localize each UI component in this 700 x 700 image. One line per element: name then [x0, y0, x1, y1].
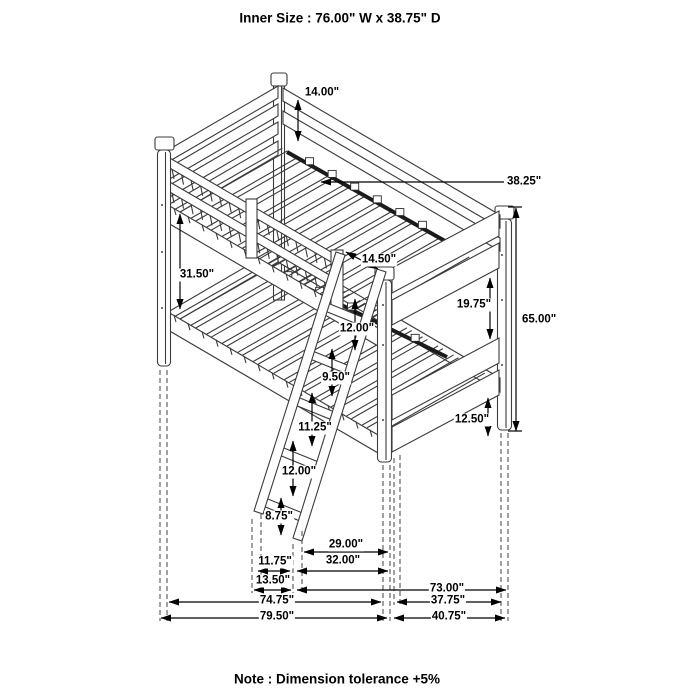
- guardrail-left-stile: [246, 199, 257, 258]
- dim-label-slat-width: 38.25": [507, 175, 542, 188]
- dim-label-length-mid: 74.75": [259, 594, 295, 607]
- dim-label-ladder-hook-gap: 14.50": [361, 253, 397, 266]
- dim-label-left-opening: 31.50": [179, 268, 215, 281]
- dim-label-rung-gap-3: 11.25": [298, 421, 332, 434]
- dim-label-rung-gap-4: 12.00": [281, 465, 317, 478]
- dim-label-rung-to-floor: 8.75": [265, 510, 293, 523]
- dim-label-depth-outer: 40.75": [431, 610, 467, 623]
- dim-label-bunk-gap: 19.75": [456, 298, 492, 311]
- dim-label-lower-clearance: 12.50": [454, 413, 490, 426]
- dim-label-depth-inner: 37.75": [430, 594, 466, 607]
- dim-label-rung-gap-top: 12.00": [339, 322, 375, 335]
- dim-label-ladder-foot-to-bed: 29.00": [328, 538, 364, 551]
- dim-label-ladder-footprint: 13.50": [255, 574, 291, 587]
- dim-label-ladder-outer-span: 32.00": [325, 554, 361, 567]
- dim-label-headboard-height: 14.00": [304, 86, 340, 99]
- inner-size-title: Inner Size : 76.00" W x 38.75" D: [239, 10, 441, 26]
- dim-label-length-inner: 73.00": [429, 582, 465, 595]
- dim-label-ladder-feet-span: 11.75": [258, 555, 292, 568]
- tolerance-note: Note : Dimension tolerance +5%: [234, 671, 440, 687]
- dim-label-total-height: 65.00": [522, 313, 557, 326]
- dim-label-length-outer: 79.50": [259, 610, 295, 623]
- dim-label-rung-gap-2: 9.50": [322, 371, 350, 384]
